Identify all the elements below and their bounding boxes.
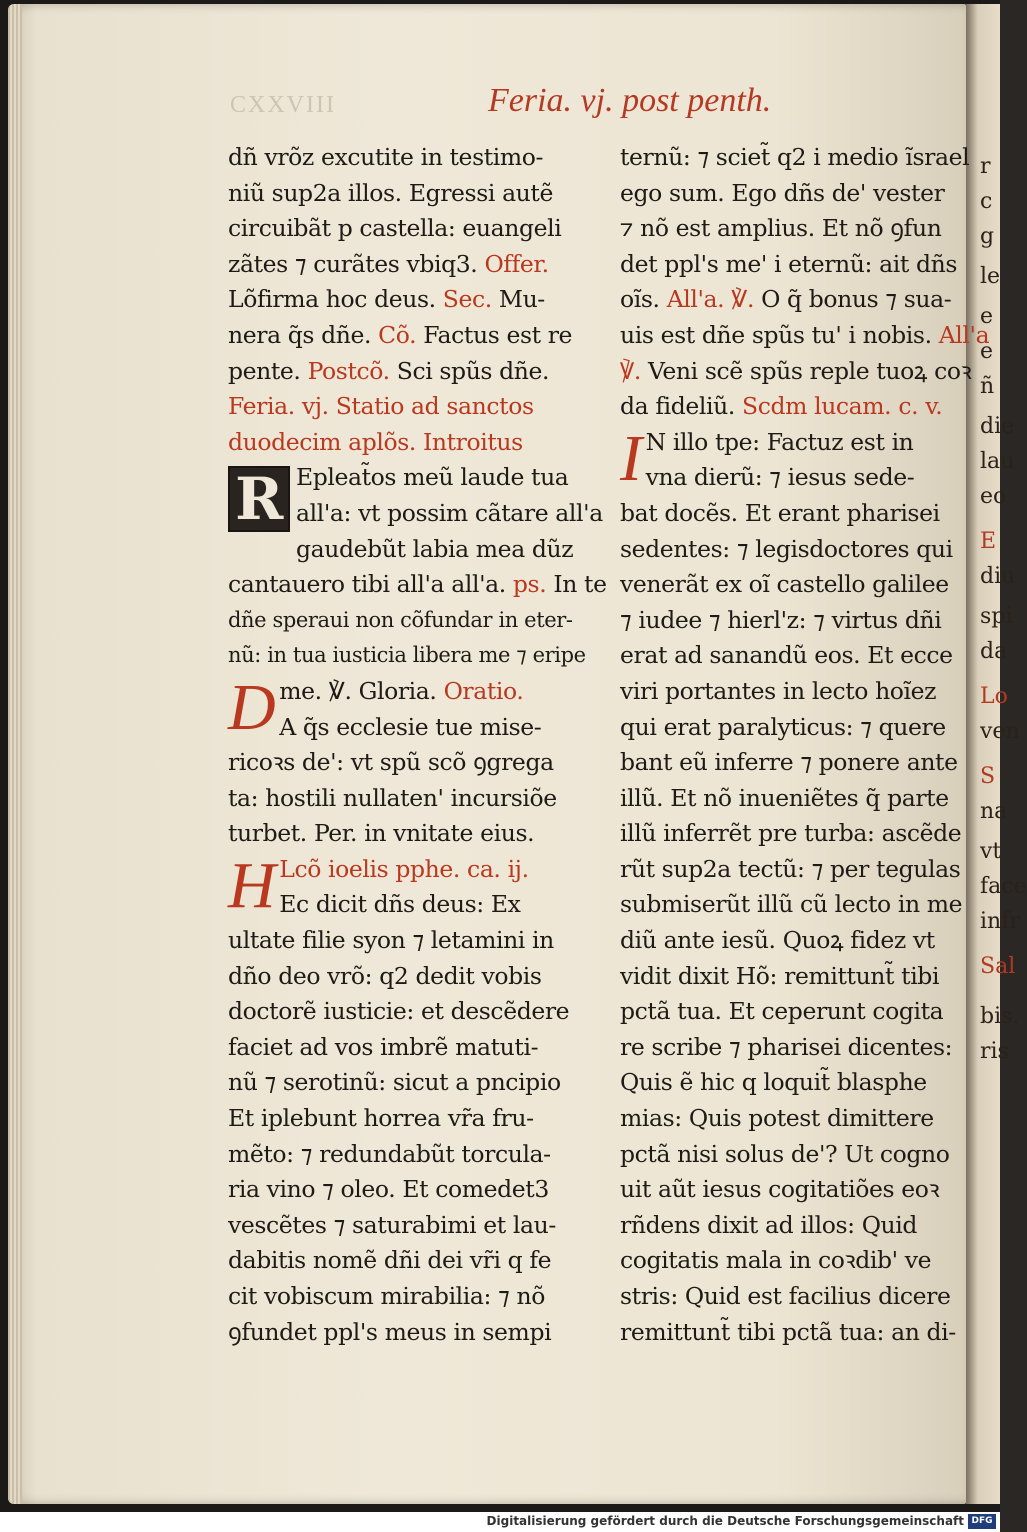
text-line: gaudebũt labia mea dũz (296, 534, 574, 563)
text-line (228, 282, 600, 318)
text-line: ria vino ⁊ oleo. Et comedet3 (228, 1175, 549, 1204)
text-line: Ec dicit dñs deus: Ex (279, 890, 521, 919)
text-line: rũt sup2a tectũ: ⁊ per tegulas (620, 854, 961, 883)
text-span: pente. (228, 356, 301, 385)
text-line (620, 318, 990, 354)
text-line: dño deo vrõ: q2 dedit vobis (228, 961, 542, 990)
text-line: bat docẽs. Et erant pharisei (620, 498, 940, 527)
feria-heading-line: Feria. vj. Statio ad sanctos (228, 392, 534, 421)
text-line: vna dierũ: ⁊ iesus sede- (645, 463, 915, 492)
text-line: A q̃s ecclesie tue mise- (279, 712, 542, 741)
text-line: circuibãt p castella: euangeli (228, 214, 562, 243)
text-line: vescẽtes ⁊ saturabimi et lau- (228, 1210, 556, 1239)
text-line: nũ: in tua iusticia libera me ⁊ eripe (228, 643, 586, 668)
text-line: vidit dixit Hõ: remittunt̃ tibi (620, 961, 940, 990)
next-page-fragment: da (980, 639, 1008, 664)
next-page-fragment: Sal (980, 954, 1016, 979)
text-line: dabitis nomẽ dñi dei vr̃i q fe (228, 1246, 552, 1275)
next-page-fragment: e (980, 304, 994, 329)
text-line (620, 282, 970, 318)
next-page-fragment: na (980, 799, 1008, 824)
next-page-fragment: S (980, 764, 996, 789)
text-line: faciet ad vos imbrẽ matuti- (228, 1032, 539, 1061)
next-page-fragment: bis. (980, 1004, 1020, 1029)
next-page-fragment: ven (980, 719, 1020, 744)
text-line: stris: Quid est facilius dicere (620, 1282, 951, 1310)
next-page-fragment: face (980, 874, 1027, 899)
next-page-fragment: ñ (980, 374, 995, 399)
text-line: qui erat paralyticus: ⁊ quere (620, 712, 946, 741)
left-column (228, 140, 607, 1350)
text-line: illũ. Et nõ inueniẽtes q̃ parte (620, 783, 949, 812)
next-page-fragment: vt (980, 839, 1002, 864)
text-span: uis est dñe spũs tu' i nobis. (620, 320, 932, 349)
introit-block (228, 460, 603, 534)
red-initial-d: D (228, 670, 276, 744)
text-line: doctorẽ iusticie: et descẽdere (228, 997, 570, 1026)
text-line (228, 318, 600, 354)
text-line (228, 247, 600, 283)
text-line: ricoꝛs de': vt spũ scõ ꝯgrega (228, 748, 554, 777)
rubric-alleluia: All'a (938, 320, 990, 349)
text-line: ta: hostili nullaten' incursiõe (228, 783, 557, 812)
text-line: rñdens dixit ad illos: Quid (620, 1210, 918, 1239)
text-span: zãtes ⁊ curãtes vbiq3. (228, 249, 478, 278)
rubric-postcommunion: Postcõ. (307, 356, 390, 385)
text-span: Lõfirma hoc deus. (228, 285, 436, 314)
text-line: uit aũt iesus cogitatiões eoꝛ (620, 1175, 940, 1204)
red-initial-i: I (620, 421, 642, 495)
rubric-oratio: Oratio. (443, 676, 524, 705)
running-head: Feria. vj. post penth. (488, 82, 772, 119)
text-line: nũ ⁊ serotinũ: sicut a pncipio (228, 1068, 561, 1097)
next-page-fragment: spi (980, 604, 1013, 629)
text-span: Veni scẽ spũs reple tuoꝝ coꝛ (648, 356, 972, 385)
text-line: N illo tpe: Factuz est in (645, 427, 914, 456)
text-line: diũ ante iesũ. Quoꝝ fidez vt (620, 926, 935, 955)
text-line: pctã nisi solus de'? Ut cogno (620, 1139, 950, 1168)
rubric-offertory: Offer. (484, 249, 549, 278)
footer-credit: Digitalisierung gefördert durch die Deutsche Forschungsgemeinschaft (486, 1514, 964, 1528)
text-span: nera q̃s dñe. (228, 320, 372, 349)
folio-show-through: CXXVIII (230, 92, 336, 118)
right-column (620, 140, 990, 1350)
rubric-psalm: ps. (512, 570, 547, 599)
text-line: turbet. Per. in vnitate eius. (228, 819, 535, 848)
rubric-versicle: ℣. (620, 356, 641, 385)
next-page-fragment: Lo (980, 684, 1008, 709)
text-line: all'a: vt possim cãtare all'a (296, 498, 603, 527)
text-line (228, 674, 600, 710)
oratio-block (228, 670, 600, 745)
next-page-fragment: die (980, 414, 1015, 439)
text-line: venerãt ex oĩ castello galilee (620, 570, 949, 599)
text-line (228, 567, 607, 603)
text-line: Quis ẽ hic q loquit̃ blasphe (620, 1068, 927, 1097)
page-edges (8, 4, 22, 1504)
text-line: mias: Quis potest dimittere (620, 1104, 934, 1133)
next-page-fragment: ris (980, 1039, 1009, 1064)
text-span: Sci spũs dñe. (396, 356, 550, 385)
next-page-fragment: c (980, 189, 993, 214)
next-page-fragment: lau (980, 449, 1015, 474)
feria-heading-line: duodecim aplõs. Introitus (228, 427, 523, 456)
next-page-fragment: e (980, 339, 994, 364)
text-span: In te (553, 570, 607, 599)
text-line: ultate filie syon ⁊ letamini in (228, 926, 554, 955)
text-line: mẽto: ⁊ redundabũt torcula- (228, 1139, 551, 1168)
next-page-fragment: E (980, 529, 997, 554)
rubric-communion: Cõ. (378, 320, 417, 349)
dfg-logo: DFG (968, 1514, 996, 1529)
text-line: Et iplebunt horrea vr̃a fru- (228, 1104, 534, 1133)
text-line (620, 354, 970, 390)
text-line: erat ad sanandũ eos. Et ecce (620, 641, 953, 670)
text-line: ⁊ nõ est amplius. Et nõ ꝯfun (620, 214, 942, 243)
text-line: dñe speraui non cõfundar in eter- (228, 607, 573, 632)
red-initial-h: H (228, 848, 276, 922)
next-page-fragment: diu (980, 564, 1016, 589)
text-line (620, 389, 970, 425)
text-line: cogitatis mala in coꝛdib' ve (620, 1246, 932, 1275)
text-span: me. ℣. Gloria. (279, 676, 437, 705)
text-line: sedentes: ⁊ legisdoctores qui (620, 534, 953, 563)
text-line: ⁊ iudee ⁊ hierl'z: ⁊ virtus dñi (620, 605, 942, 634)
text-line: cit vobiscum mirabilia: ⁊ nõ (228, 1282, 545, 1310)
next-page-fragment: infr (980, 909, 1020, 934)
text-line (228, 354, 600, 390)
text-line: ego sum. Ego dñs de' vester (620, 178, 945, 207)
next-page-fragment: eo (980, 484, 1007, 509)
text-span: Factus est re (423, 320, 573, 349)
text-line: remittunt̃ tibi pctã tua: an di- (620, 1317, 956, 1346)
text-span: Mu- (498, 285, 545, 314)
rubric-alleluia: All'a. ℣. (666, 285, 755, 314)
text-line: det ppl's me' i eternũ: ait dñs (620, 249, 957, 278)
text-line: dñ vrõz excutite in testimo- (228, 143, 544, 171)
text-line: pctã tua. Et ceperunt cogita (620, 997, 944, 1026)
text-line: re scribe ⁊ pharisei dicentes: (620, 1032, 953, 1061)
text-span: cantauero tibi all'a all'a. (228, 570, 506, 599)
text-line: viri portantes in lecto hoĩez (620, 676, 937, 705)
next-page-fragment: g (980, 224, 995, 249)
gospel-block (620, 421, 970, 496)
next-page-fragment: r (980, 154, 991, 179)
rubric-secret: Sec. (442, 285, 492, 314)
next-page-fragment: le (980, 264, 1001, 289)
lectio-block (228, 848, 600, 923)
text-span: da fideliũ. (620, 392, 735, 421)
text-line: illũ inferrẽt pre turba: ascẽde (620, 819, 962, 848)
text-line: ꝯfundet ppl's meus in sempi (228, 1317, 552, 1346)
text-line: bant eũ inferre ⁊ ponere ante (620, 748, 958, 777)
decorated-initial-r: R (228, 466, 290, 532)
rubric-lectio: Lcõ ioelis pphe. ca. ij. (279, 854, 529, 883)
text-span: oĩs. (620, 285, 660, 314)
rubric-gospel: Scdm lucam. c. v. (742, 392, 943, 421)
text-line: Epleat̃os meũ laude tua (296, 463, 569, 492)
next-page-edge (966, 4, 1027, 1504)
text-line: niũ sup2a illos. Egressi autẽ (228, 178, 553, 207)
footer-bar (0, 1512, 1000, 1532)
text-span: O q̃ bonus ⁊ sua- (761, 285, 952, 314)
text-line: submiserũt illũ cũ lecto in me (620, 890, 963, 919)
text-line: ternũ: ⁊ sciet̃ q2 i medio ĩsrael (620, 143, 970, 171)
